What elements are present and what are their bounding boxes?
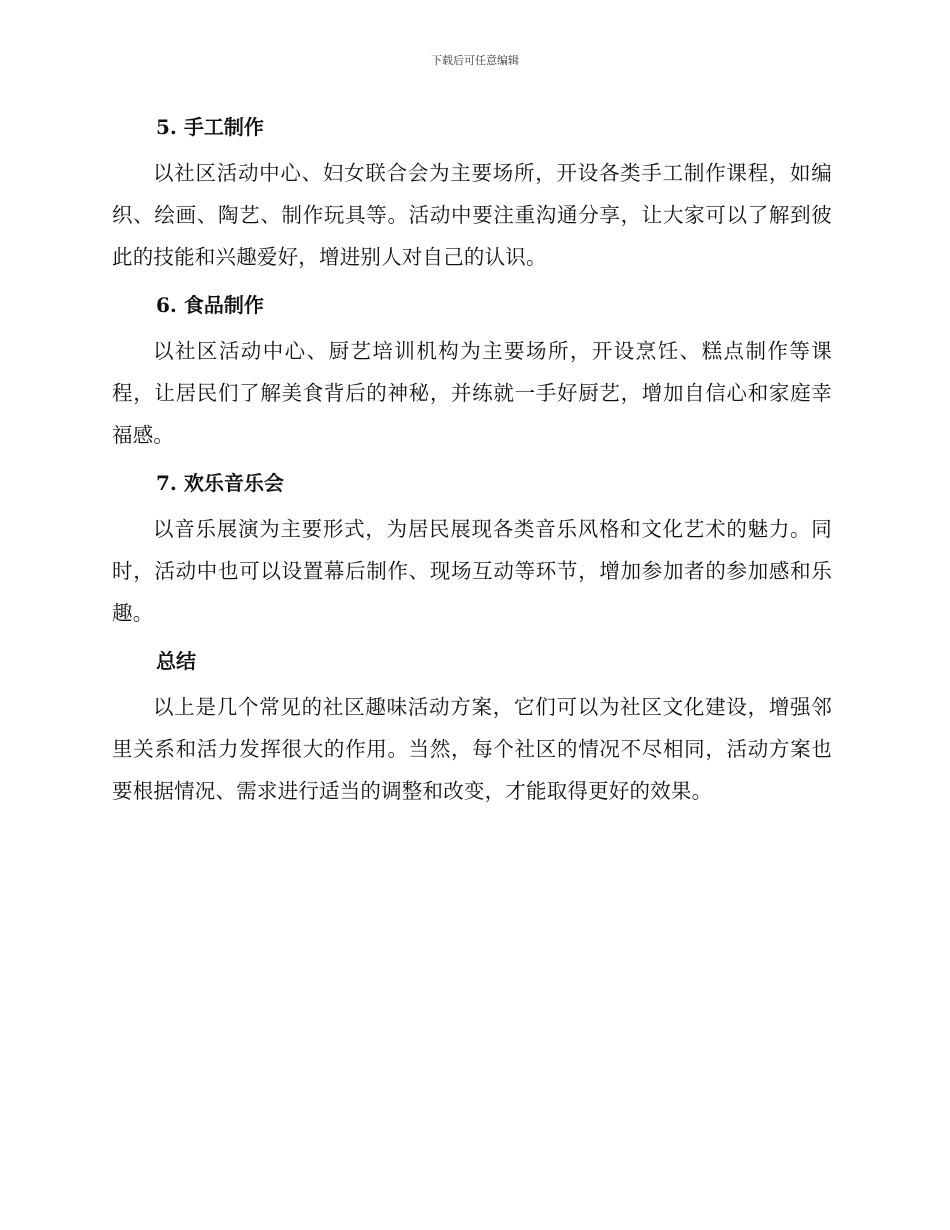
section-concert: [112, 466, 832, 634]
section-heading: 7. 欢乐音乐会: [156, 471, 284, 495]
section-paragraph: 以上是几个常见的社区趣味活动方案，它们可以为社区文化建设，增强邻里关系和活力发挥很大的作用。当然，每个社区的情况不尽相同，活动方案也要根据情况、需求进行适当的调整和改变，才能取得更好的效果。: [112, 695, 832, 803]
section-paragraph: 以社区活动中心、妇女联合会为主要场所，开设各类手工制作课程，如编织、绘画、陶艺、制作玩具等。活动中要注重沟通分享，让大家可以了解到彼此的技能和兴趣爱好，增进别人对自己的认识。: [112, 161, 832, 269]
page-header: 下载后可任意编辑: [431, 54, 519, 67]
section-heading: 总结: [156, 649, 196, 673]
section-paragraph: 以音乐展演为主要形式，为居民展现各类音乐风格和文化艺术的魅力。同时，活动中也可以设置幕后制作、现场互动等环节，增加参加者的参加感和乐趣。: [112, 517, 832, 625]
section-food-making: [112, 288, 832, 456]
section-handicraft: [112, 110, 832, 278]
section-paragraph: 以社区活动中心、厨艺培训机构为主要场所，开设烹饪、糕点制作等课程，让居民们了解美食背后的神秘，并练就一手好厨艺，增加自信心和家庭幸福感。: [112, 339, 832, 447]
section-heading: 5. 手工制作: [156, 115, 264, 139]
section-heading: 6. 食品制作: [156, 293, 264, 317]
section-summary: [112, 644, 832, 812]
document-body: [112, 110, 832, 822]
